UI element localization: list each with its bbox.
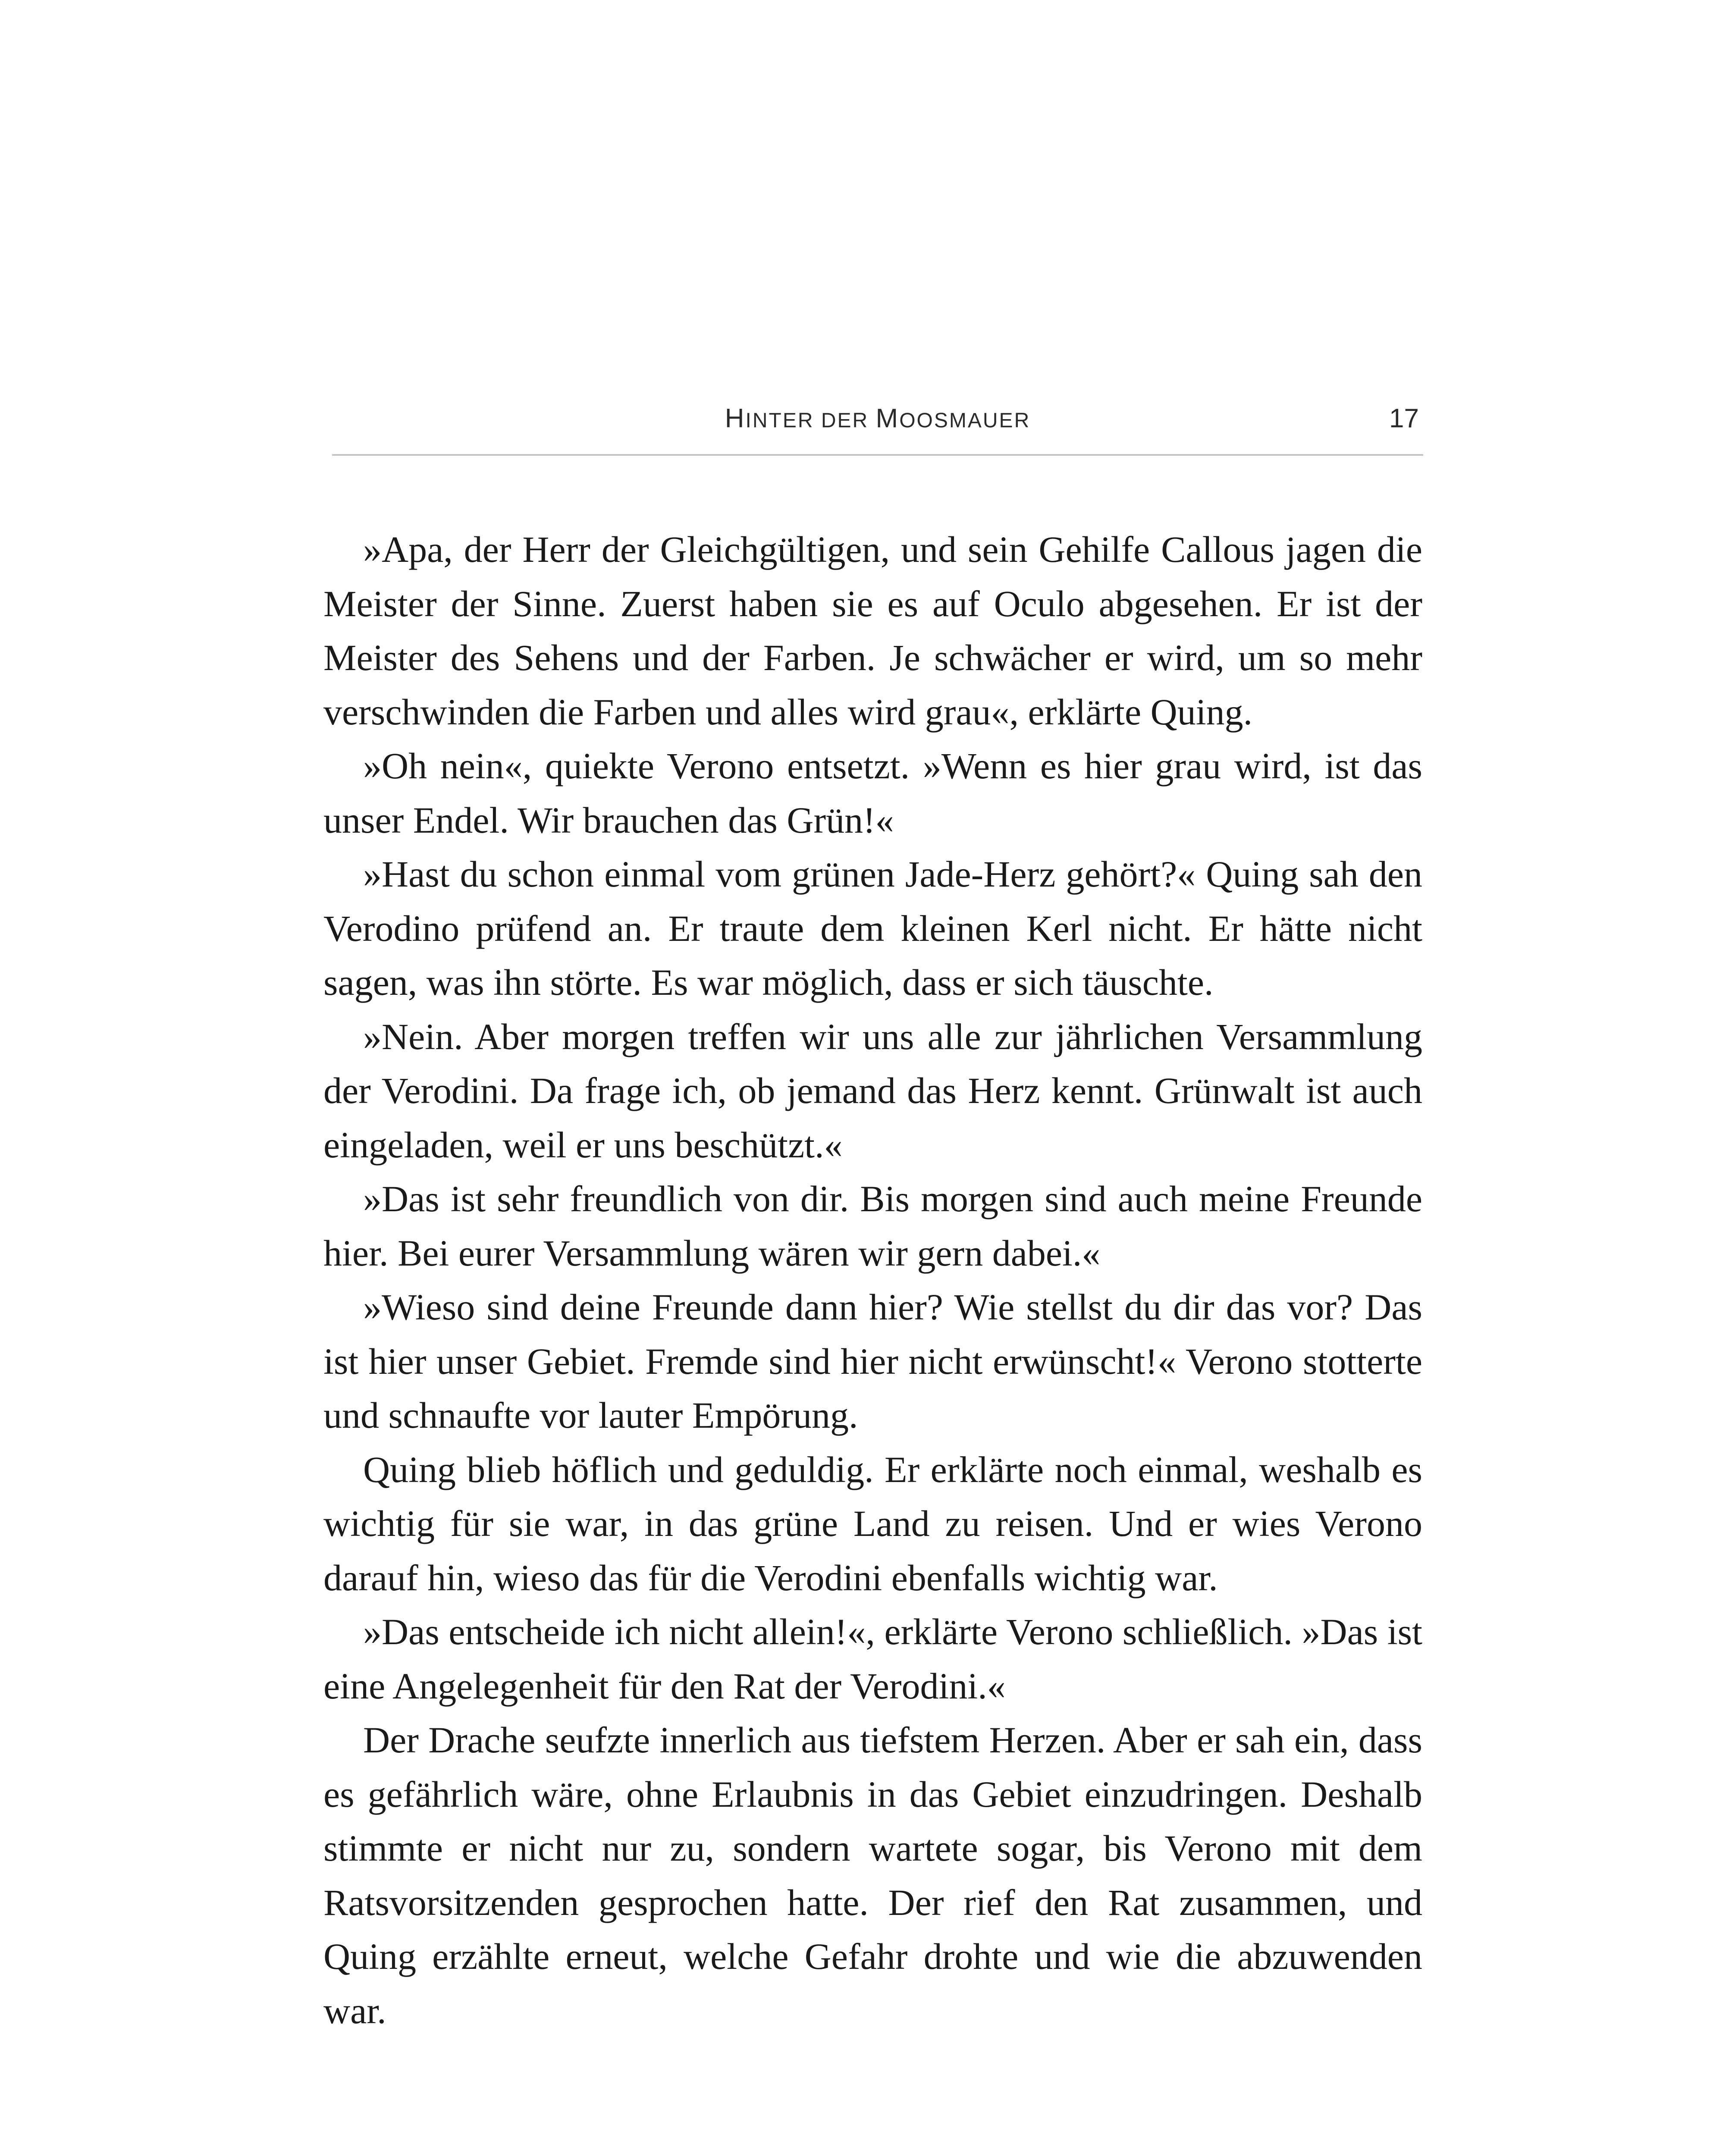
page-number: 17 xyxy=(1389,404,1419,433)
running-title-rest-1: INTER DER xyxy=(745,409,876,432)
paragraph-2: »Oh nein«, quiekte Verono entsetzt. »Wenn es hier grau wird, ist das unser Endel. Wir brauchen das Grün!« xyxy=(323,745,1422,841)
paragraph-9: Der Drache seufzte innerlich aus tiefstem Herzen. Aber er sah ein, dass es gefährlich wäre, ohne Erlaubnis in das Gebiet einzudringen. Deshalb stimmte er nicht nur zu, sondern wartete sogar, bis Verono mit dem Ratsvorsitzenden gesprochen hatte. Der rief den Rat zusammen, und Quing erzählte erneut, welche Gefahr drohte und wie die abzuwenden war. xyxy=(323,1719,1422,2031)
page-header xyxy=(332,390,1423,442)
running-title-initial-2: M xyxy=(875,404,900,433)
paragraph-1: »Apa, der Herr der Gleichgültigen, und sein Gehilfe Callous jagen die Meister der Sinne. Zuerst haben sie es auf Oculo abgesehen. Er ist der Meister des Sehens und der Farben. Je schwächer er wird, um so mehr verschwinden die Farben und alles wird grau«, erklärte Quing. xyxy=(323,529,1422,733)
paragraph-7: Quing blieb höflich und geduldig. Er erklärte noch einmal, weshalb es wichtig für sie war, in das grüne Land zu reisen. Und er wies Verono darauf hin, wieso das für die Verodini ebenfalls wichtig war. xyxy=(323,1448,1422,1598)
paragraph-3: »Hast du schon einmal vom grünen Jade-Herz gehört?« Quing sah den Verodino prüfend an. Er traute dem kleinen Kerl nicht. Er hätte nicht sagen, was ihn störte. Es war möglich, dass er sich täuschte. xyxy=(323,853,1422,1003)
paragraph-4: »Nein. Aber morgen treffen wir uns alle zur jährlichen Versammlung der Verodini. Da frage ich, ob jemand das Herz kennt. Grünwalt ist auch eingeladen, weil er uns beschützt.« xyxy=(323,1015,1422,1166)
running-title-initial-1: H xyxy=(725,404,746,433)
running-title xyxy=(332,403,1423,434)
paragraph-6: »Wieso sind deine Freunde dann hier? Wie stellst du dir das vor? Das ist hier unser Gebiet. Fremde sind hier nicht erwünscht!« Verono stotterte und schnaufte vor lauter Empörung. xyxy=(323,1286,1422,1436)
body-text xyxy=(323,523,1422,2038)
paragraph-8: »Das entscheide ich nicht allein!«, erklärte Verono schließlich. »Das ist eine Angelegenheit für den Rat der Verodini.« xyxy=(323,1611,1422,1707)
header-rule xyxy=(332,454,1423,456)
running-title-rest-2: OOSMAUER xyxy=(899,409,1031,432)
paragraph-5: »Das ist sehr freundlich von dir. Bis morgen sind auch meine Freunde hier. Bei eurer Versammlung wären wir gern dabei.« xyxy=(323,1178,1422,1274)
